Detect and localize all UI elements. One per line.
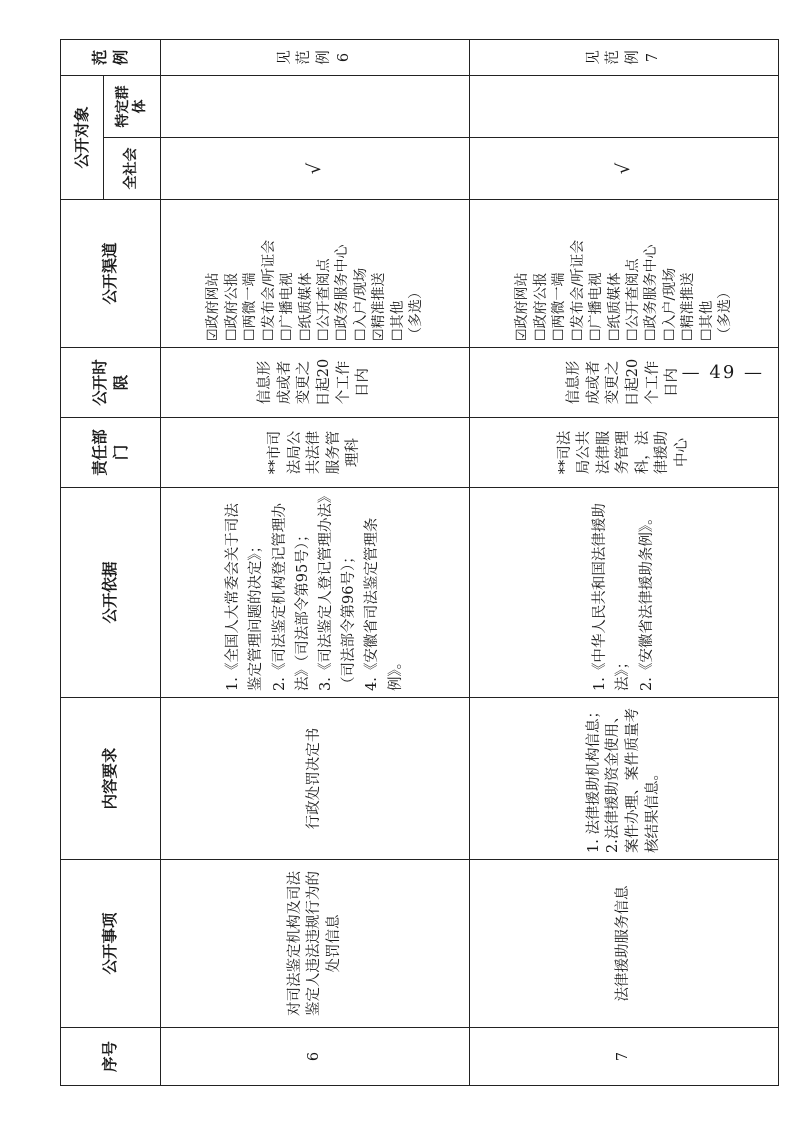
unchecked-box-icon: ☐ xyxy=(260,328,277,341)
header-target-all: 全社会 xyxy=(104,138,161,200)
page-number: — 49 — xyxy=(681,362,764,383)
channel-label: 精准推送 xyxy=(680,272,697,329)
header-basis: 公开依据 xyxy=(61,488,161,698)
unchecked-box-icon: ☐ xyxy=(569,328,586,341)
channel-label: 精准推送 xyxy=(371,272,388,329)
row-target-specific xyxy=(161,75,470,137)
channel-option xyxy=(642,206,660,341)
channel-label: 两微一端 xyxy=(551,272,568,329)
unchecked-box-icon: ☐ xyxy=(389,328,406,341)
channel-option xyxy=(550,206,568,341)
channel-option xyxy=(624,206,642,341)
basis-line: 4.《安徽省司法鉴定管理条例》。 xyxy=(364,517,404,691)
header-target-specific: 特定群体 xyxy=(104,75,161,137)
channel-label: 其他 xyxy=(389,300,406,329)
channel-option xyxy=(260,206,278,341)
channel-option xyxy=(315,206,333,341)
unchecked-box-icon: ☐ xyxy=(242,328,259,341)
channel-option xyxy=(698,206,716,341)
channel-label: 其他 xyxy=(698,300,715,329)
unchecked-box-icon: ☐ xyxy=(223,328,240,341)
unchecked-box-icon: ☐ xyxy=(279,328,296,341)
channel-label: 政府公报 xyxy=(532,272,549,329)
unchecked-box-icon: ☐ xyxy=(643,328,660,341)
content-line: 2.法律援助资金使用、案件办理、案件质量考核结果信息。 xyxy=(605,708,661,853)
channel-label: 纸质媒体 xyxy=(297,272,314,329)
unchecked-box-icon: ☐ xyxy=(551,328,568,341)
unchecked-box-icon: ☐ xyxy=(661,328,678,341)
unchecked-box-icon: ☐ xyxy=(698,328,715,341)
row-content: 行政处罚决定书 xyxy=(161,698,470,860)
channel-option xyxy=(370,206,388,341)
row-item: 法律援助服务信息 xyxy=(470,860,779,1028)
channel-label: 纸质媒体 xyxy=(606,272,623,329)
row-channels xyxy=(161,200,470,348)
row-content xyxy=(470,698,779,860)
row-seq: 7 xyxy=(470,1028,779,1086)
header-example: 范例 xyxy=(61,39,161,75)
channel-label: 政府公报 xyxy=(223,272,240,329)
channel-option xyxy=(278,206,296,341)
basis-line: 1.《中华人民共和国法律援助法》； xyxy=(592,503,632,691)
row-dept: **司法局公共法律服务管理科，法律援助中心 xyxy=(470,418,779,488)
channel-option xyxy=(513,206,531,341)
channel-label: 两微一端 xyxy=(242,272,259,329)
channel-label: 广播电视 xyxy=(588,272,605,329)
channel-label: 发布会/听证会 xyxy=(569,239,586,329)
channel-label: 入户/现场 xyxy=(661,267,678,329)
channel-label: 广播电视 xyxy=(279,272,296,329)
channel-label: 政府网站 xyxy=(205,272,222,329)
header-channel: 公开渠道 xyxy=(61,200,161,348)
channel-label: 公开查阅点 xyxy=(625,258,641,329)
unchecked-box-icon: ☐ xyxy=(606,328,623,341)
unchecked-box-icon: ☐ xyxy=(625,328,641,341)
header-target: 公开对象 xyxy=(61,75,104,199)
checked-box-icon: ☑ xyxy=(371,328,388,341)
channel-label: 政务服务中心 xyxy=(643,244,660,329)
channel-label: 发布会/听证会 xyxy=(260,239,277,329)
header-row xyxy=(61,39,104,1085)
checked-box-icon: ☑ xyxy=(205,328,222,341)
channel-option xyxy=(241,206,259,341)
channel-option xyxy=(569,206,587,341)
channel-option xyxy=(606,206,624,341)
channel-option xyxy=(352,206,370,341)
basis-line: 2.《司法鉴定机构登记管理办法》（司法部令第95号）； xyxy=(271,503,311,691)
row-time: 信息形成或者变更之日起20个工作日内 xyxy=(161,348,470,418)
unchecked-box-icon: ☐ xyxy=(352,328,369,341)
row-seq: 6 xyxy=(161,1028,470,1086)
unchecked-box-icon: ☐ xyxy=(316,328,332,341)
disclosure-table xyxy=(60,39,779,1086)
channel-label: 公开查阅点 xyxy=(316,258,332,329)
header-seq: 序号 xyxy=(61,1028,161,1086)
table-row xyxy=(470,39,779,1085)
header-content: 内容要求 xyxy=(61,698,161,860)
channel-label: 政府网站 xyxy=(514,272,531,329)
basis-line: 1.《全国人大常委会关于司法鉴定管理问题的决定》； xyxy=(225,503,265,691)
channel-label: 入户/现场 xyxy=(352,267,369,329)
row-target-all-check: √ xyxy=(161,138,470,200)
header-item: 公开事项 xyxy=(61,860,161,1028)
channel-note: （多选） xyxy=(408,285,425,341)
checked-box-icon: ☑ xyxy=(514,328,531,341)
basis-line: 3.《司法鉴定人登记管理办法》（司法部令第96号）； xyxy=(318,495,358,691)
row-target-specific xyxy=(470,75,779,137)
header-dept: 责任部门 xyxy=(61,418,161,488)
unchecked-box-icon: ☐ xyxy=(297,328,314,341)
unchecked-box-icon: ☐ xyxy=(680,328,697,341)
basis-line: 2.《安徽省法律援助条例》。 xyxy=(638,510,655,691)
row-example: 见范例6 xyxy=(161,39,470,75)
row-target-all-check: √ xyxy=(470,138,779,200)
unchecked-box-icon: ☐ xyxy=(532,328,549,341)
channel-option xyxy=(532,206,550,341)
table-row xyxy=(161,39,470,1085)
row-basis xyxy=(161,488,470,698)
channel-note: （多选） xyxy=(717,285,734,341)
channel-option xyxy=(223,206,241,341)
header-time: 公开时限 xyxy=(61,348,161,418)
unchecked-box-icon: ☐ xyxy=(334,328,351,341)
channel-option xyxy=(679,206,697,341)
channel-option xyxy=(297,206,315,341)
channel-option xyxy=(389,206,407,341)
row-dept: **市司法局公共法律服务管理科 xyxy=(161,418,470,488)
channel-option xyxy=(587,206,605,341)
channel-option xyxy=(204,206,222,341)
row-channels xyxy=(470,200,779,348)
unchecked-box-icon: ☐ xyxy=(588,328,605,341)
channel-label: 政务服务中心 xyxy=(334,244,351,329)
row-item: 对司法鉴定机构及司法鉴定人违法违规行为的处罚信息 xyxy=(161,860,470,1028)
content-line: 1. 法律援助机构信息； xyxy=(585,704,602,853)
channel-option xyxy=(661,206,679,341)
channel-option xyxy=(333,206,351,341)
row-basis xyxy=(470,488,779,698)
row-example: 见范例7 xyxy=(470,39,779,75)
row-time: 信息形成或者变更之日起20个工作日内 xyxy=(470,348,779,418)
